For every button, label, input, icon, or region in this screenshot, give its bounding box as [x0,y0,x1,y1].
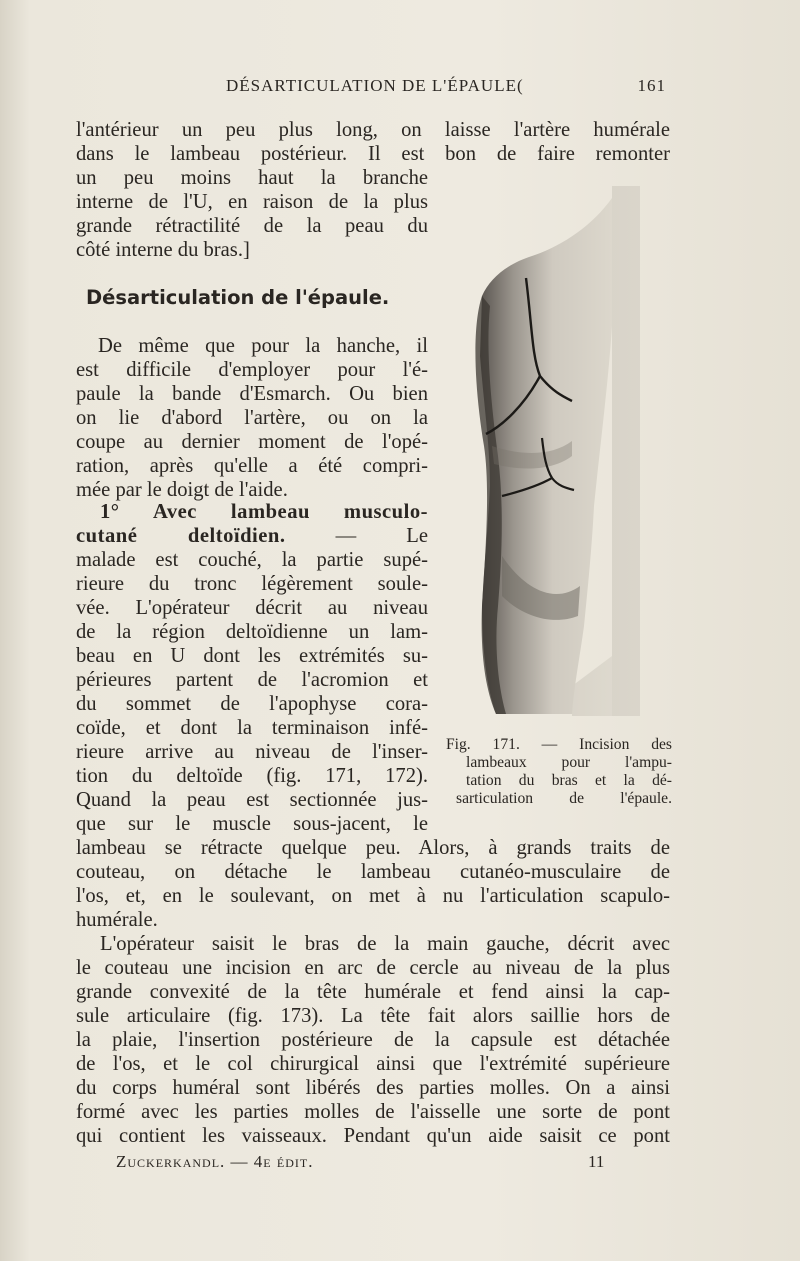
text-line: formé avec les parties molles de l'aisselle une sorte de pont [76,1101,670,1123]
text-line: lambeau se rétracte quelque peu. Alors, à grands traits de [76,837,670,859]
text-line: de la région deltoïdienne un lam- [76,621,428,643]
subsection-heading-cont [76,524,428,548]
caption-line: tation du bras et la dé- [466,772,672,789]
text-line: grande convexité de la tête humérale et fend ainsi la cap- [76,981,670,1003]
text-line: couteau, on détache le lambeau cutanéo-musculaire de [76,861,670,883]
text-line: interne de l'U, en raison de la plus [76,191,428,213]
figure-171 [462,186,652,716]
running-head [76,76,670,98]
section-heading: Désarticulation de l'épaule. [86,286,390,309]
footer-signature: 11 [588,1152,605,1171]
text-line: grande rétractilité de la peau du [76,215,428,237]
text-line: côté interne du bras.] [76,239,250,261]
text-line: rieure du tronc légèrement soule- [76,573,428,595]
text-line: dans le lambeau postérieur. Il est bon de faire remonter [76,143,670,165]
subsection-number: 1° [100,501,120,523]
text-line: l'antérieur un peu plus long, on laisse l'artère humérale [76,119,670,141]
subsection-heading [100,500,428,524]
text-line: L'opérateur saisit le bras de la main gauche, décrit avec [100,933,670,955]
text-line: on lie d'abord l'artère, ou on la [76,407,428,429]
running-title: DÉSARTICULATION DE L'ÉPAULE( [226,76,524,95]
text-line: un peu moins haut la branche [76,167,428,189]
text-line: ration, après qu'elle a été compri- [76,455,428,477]
text-line: malade est couché, la partie supé- [76,549,428,571]
caption-line: Fig. 171. — Incision des [446,736,672,753]
subsection-dash: — Le [335,525,428,547]
caption-line: sarticulation de l'épaule. [456,790,672,807]
text-line: mée par le doigt de l'aide. [76,479,288,501]
footer-author: Zuckerkandl. — 4e édit. [116,1152,314,1171]
subsection-title: Avec lambeau musculo- [153,501,429,523]
text-line: tion du deltoïde (fig. 171, 172). [76,765,428,787]
text-line: du corps huméral sont libérés des parties molles. On a ainsi [76,1077,670,1099]
text-line: humérale. [76,909,158,931]
figure-caption [446,736,672,808]
text-line: De même que pour la hanche, il [98,335,428,357]
page-footer [116,1152,616,1174]
text-line: beau en U dont les extrémités su- [76,645,428,667]
text-line: est difficile d'employer pour l'é- [76,359,428,381]
text-line: coïde, et dont la terminaison infé- [76,717,428,739]
text-line: sule articulaire (fig. 173). La tête fait alors saillie hors de [76,1005,670,1027]
text-line: que sur le muscle sous-jacent, le [76,813,428,835]
text-line: Quand la peau est sectionnée jus- [76,789,428,811]
text-line: coupe au dernier moment de l'opé- [76,431,428,453]
text-line: la plaie, l'insertion postérieure de la capsule est détachée [76,1029,670,1051]
text-line: vée. L'opérateur décrit au niveau [76,597,428,619]
text-line: rieure arrive au niveau de l'inser- [76,741,428,763]
text-line: qui contient les vaisseaux. Pendant qu'un aide saisit ce pont [76,1125,670,1147]
page-number: 161 [637,76,666,95]
text-line: le couteau une incision en arc de cercle au niveau de la plus [76,957,670,979]
subsection-title-cont: cutané deltoïdien. [76,525,286,547]
text-line: de l'os, et le col chirurgical ainsi que l'extrémité supérieure [76,1053,670,1075]
text-line: l'os, et, en le soulevant, on met à nu l'articulation scapulo- [76,885,670,907]
shoulder-arm-illustration [462,186,652,716]
text-line: paule la bande d'Esmarch. Ou bien [76,383,428,405]
caption-line: lambeaux pour l'ampu- [466,754,672,771]
text-line: du sommet de l'apophyse cora- [76,693,428,715]
text-line: périeures partent de l'acromion et [76,669,428,691]
